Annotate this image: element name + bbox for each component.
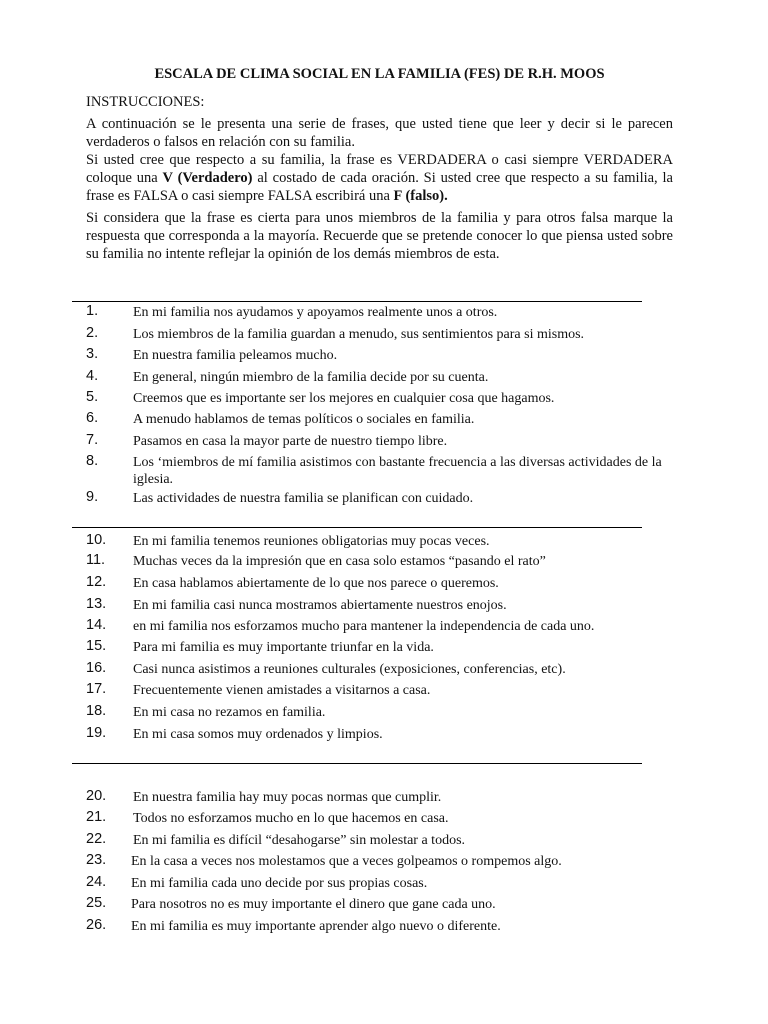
question-number: 11. bbox=[86, 552, 106, 568]
question-number: 9. bbox=[86, 489, 99, 505]
instructions-paragraph-2 bbox=[86, 151, 673, 205]
section-divider-3 bbox=[72, 763, 642, 764]
question-text: En mi casa no rezamos en familia. bbox=[133, 705, 326, 720]
question-number: 4. bbox=[86, 368, 99, 384]
section-divider-1 bbox=[72, 301, 642, 302]
question-number: 17. bbox=[86, 681, 107, 697]
question-text: Para nosotros no es muy importante el dinero que gane cada uno. bbox=[131, 897, 496, 912]
question-text: En nuestra familia peleamos mucho. bbox=[133, 348, 338, 363]
question-number: 18. bbox=[86, 703, 107, 719]
question-number: 22. bbox=[86, 831, 107, 847]
question-number: 3. bbox=[86, 346, 99, 362]
question-text: En general, ningún miembro de la familia decide por su cuenta. bbox=[133, 370, 489, 385]
question-text: En la casa a veces nos molestamos que a veces golpeamos o rompemos algo. bbox=[131, 854, 562, 869]
question-text: Creemos que es importante ser los mejores en cualquier cosa que hagamos. bbox=[133, 391, 555, 406]
question-number: 16. bbox=[86, 660, 107, 676]
question-text: En nuestra familia hay muy pocas normas que cumplir. bbox=[133, 790, 442, 805]
question-number: 19. bbox=[86, 725, 107, 741]
question-number: 10. bbox=[86, 532, 107, 548]
question-number: 12. bbox=[86, 574, 107, 590]
question-number: 8. bbox=[86, 453, 99, 469]
question-text: En mi familia casi nunca mostramos abiertamente nuestros enojos. bbox=[133, 598, 507, 613]
instructions-paragraph-1: A continuación se le presenta una serie de frases, que usted tiene que leer y decir si le parecen verdaderos o falsos en relación con su familia. bbox=[86, 116, 673, 150]
question-text: Muchas veces da la impresión que en casa solo estamos “pasando el rato” bbox=[133, 554, 546, 569]
question-text: Para mi familia es muy importante triunfar en la vida. bbox=[133, 640, 434, 655]
question-text: En mi familia tenemos reuniones obligatorias muy pocas veces. bbox=[133, 534, 490, 549]
question-number: 14. bbox=[86, 617, 107, 633]
question-number: 13. bbox=[86, 596, 107, 612]
section-divider-2 bbox=[72, 527, 642, 528]
question-number: 24. bbox=[86, 874, 107, 890]
question-text: En mi casa somos muy ordenados y limpios. bbox=[133, 727, 383, 742]
question-text: Pasamos en casa la mayor parte de nuestro tiempo libre. bbox=[133, 434, 448, 449]
question-text: En mi familia cada uno decide por sus propias cosas. bbox=[131, 876, 428, 891]
question-number: 23. bbox=[86, 852, 107, 868]
paragraph-2-text-a: Si usted cree que respecto a su familia, la frase es VERDADERA o casi siempre VERDADERA coloque una bbox=[86, 152, 673, 186]
instructions-heading: INSTRUCCIONES: bbox=[86, 94, 205, 110]
question-number: 5. bbox=[86, 389, 99, 405]
question-number: 7. bbox=[86, 432, 99, 448]
question-text: Las actividades de nuestra familia se planifican con cuidado. bbox=[133, 491, 474, 506]
question-text: Los ‘miembros de mí familia asistimos con bastante frecuencia a las diversas actividades de la iglesia. bbox=[133, 455, 662, 487]
question-number: 15. bbox=[86, 638, 107, 654]
question-text: A menudo hablamos de temas políticos o sociales en familia. bbox=[133, 412, 475, 427]
question-number: 21. bbox=[86, 809, 107, 825]
question-number: 20. bbox=[86, 788, 107, 804]
question-text: Frecuentemente vienen amistades a visitarnos a casa. bbox=[133, 683, 431, 698]
document-title: ESCALA DE CLIMA SOCIAL EN LA FAMILIA (FES) DE R.H. MOOS bbox=[154, 66, 605, 82]
instructions-paragraph-3: Si considera que la frase es cierta para unos miembros de la familia y para otros falsa marque la respuesta que corresponda a la mayoría. Recuerde que se pretende conocer lo que piensa usted sobre su familia no intente reflejar la opinión de los demás miembros de esta. bbox=[86, 210, 673, 262]
question-text: En mi familia es muy importante aprender algo nuevo o diferente. bbox=[131, 919, 501, 934]
question-text: Todos no esforzamos mucho en lo que hacemos en casa. bbox=[133, 811, 449, 826]
question-text: En mi familia nos ayudamos y apoyamos realmente unos a otros. bbox=[133, 305, 498, 320]
question-text: En mi familia es difícil “desahogarse” sin molestar a todos. bbox=[133, 833, 466, 848]
question-number: 6. bbox=[86, 410, 99, 426]
question-number: 2. bbox=[86, 325, 99, 341]
paragraph-2-text-c: al costado de cada oración. Si usted cree que respecto a su familia, la frase es FALSA o casi siempre FALSA escribirá una bbox=[86, 170, 673, 204]
paragraph-2-true-mark: V (Verdadero) bbox=[162, 170, 253, 186]
question-number: 1. bbox=[86, 303, 99, 319]
paragraph-2-false-mark: F (falso). bbox=[393, 188, 448, 204]
question-text: Casi nunca asistimos a reuniones culturales (exposiciones, conferencias, etc). bbox=[133, 662, 566, 677]
question-number: 26. bbox=[86, 917, 107, 933]
question-text: Los miembros de la familia guardan a menudo, sus sentimientos para si mismos. bbox=[133, 327, 585, 342]
question-text: en mi familia nos esforzamos mucho para mantener la independencia de cada uno. bbox=[133, 619, 595, 634]
question-text: En casa hablamos abiertamente de lo que nos parece o queremos. bbox=[133, 576, 499, 591]
question-number: 25. bbox=[86, 895, 107, 911]
